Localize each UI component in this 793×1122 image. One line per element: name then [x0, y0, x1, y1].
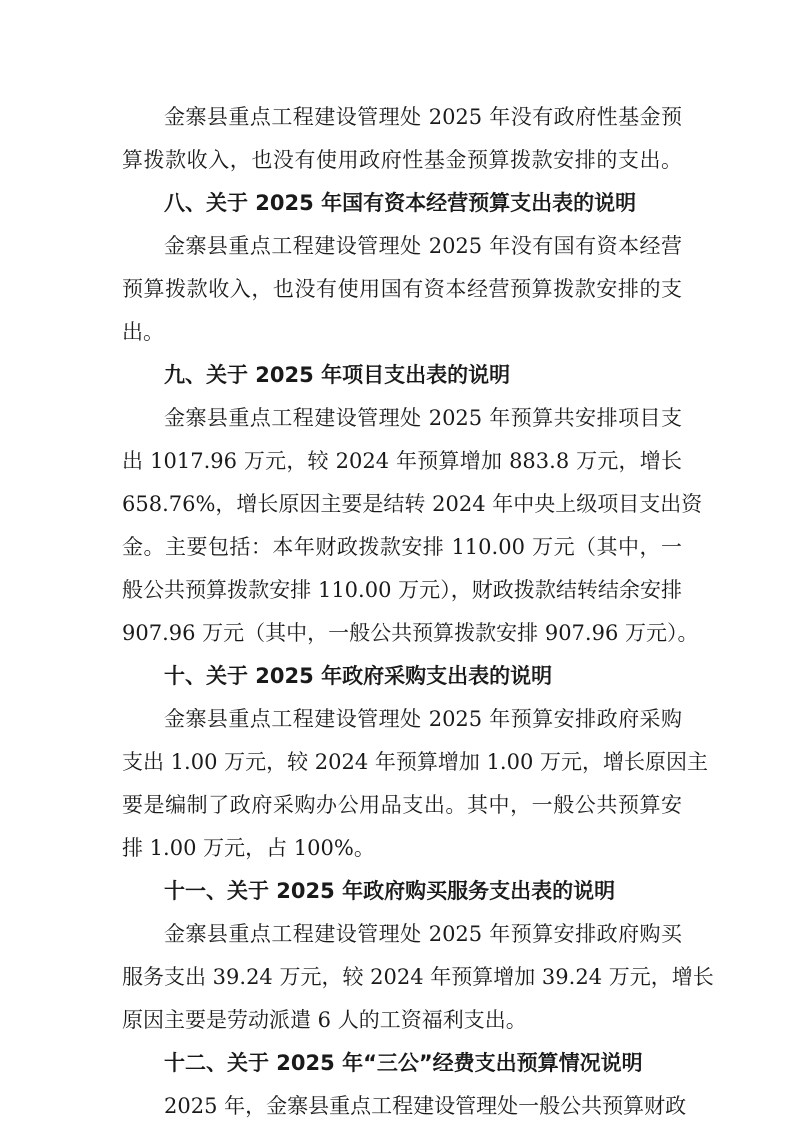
section-heading: 九、关于 2025 年项目支出表的说明	[164, 363, 511, 387]
text-line: 金寨县重点工程建设管理处 2025 年没有国有资本经营	[164, 234, 682, 258]
text-line: 排 1.00 万元，占 100%。	[122, 836, 375, 860]
text-line: 支出 1.00 万元，较 2024 年预算增加 1.00 万元，增长原因主	[122, 750, 709, 774]
text-line: 算拨款收入，也没有使用政府性基金预算拨款安排的支出。	[122, 148, 682, 172]
text-line: 金。主要包括：本年财政拨款安排 110.00 万元（其中，一	[122, 535, 682, 559]
text-line: 907.96 万元（其中，一般公共预算拨款安排 907.96 万元）。	[122, 621, 699, 645]
text-line: 要是编制了政府采购办公用品支出。其中，一般公共预算安	[122, 793, 682, 817]
text-line: 服务支出 39.24 万元，较 2024 年预算增加 39.24 万元，增长	[122, 965, 714, 989]
text-line: 金寨县重点工程建设管理处 2025 年预算安排政府采购	[164, 707, 682, 731]
section-heading: 十、关于 2025 年政府采购支出表的说明	[164, 664, 553, 688]
text-line: 出 1017.96 万元，较 2024 年预算增加 883.8 万元，增长	[122, 449, 682, 473]
text-line: 般公共预算拨款安排 110.00 万元），财政拨款结转结余安排	[122, 578, 682, 602]
text-line: 金寨县重点工程建设管理处 2025 年预算安排政府购买	[164, 922, 682, 946]
text-line: 金寨县重点工程建设管理处 2025 年预算共安排项目支	[164, 406, 682, 430]
section-heading: 八、关于 2025 年国有资本经营预算支出表的说明	[164, 191, 637, 215]
section-heading: 十一、关于 2025 年政府购买服务支出表的说明	[164, 879, 616, 903]
text-line: 预算拨款收入，也没有使用国有资本经营预算拨款安排的支	[122, 277, 682, 301]
text-line: 658.76%，增长原因主要是结转 2024 年中央上级项目支出资	[122, 492, 703, 516]
text-line: 原因主要是劳动派遣 6 人的工资福利支出。	[122, 1008, 527, 1032]
text-line: 2025 年，金寨县重点工程建设管理处一般公共预算财政	[164, 1094, 687, 1118]
section-heading: 十二、关于 2025 年“三公”经费支出预算情况说明	[164, 1051, 643, 1075]
text-line: 出。	[122, 320, 164, 344]
text-line: 金寨县重点工程建设管理处 2025 年没有政府性基金预	[164, 105, 682, 129]
